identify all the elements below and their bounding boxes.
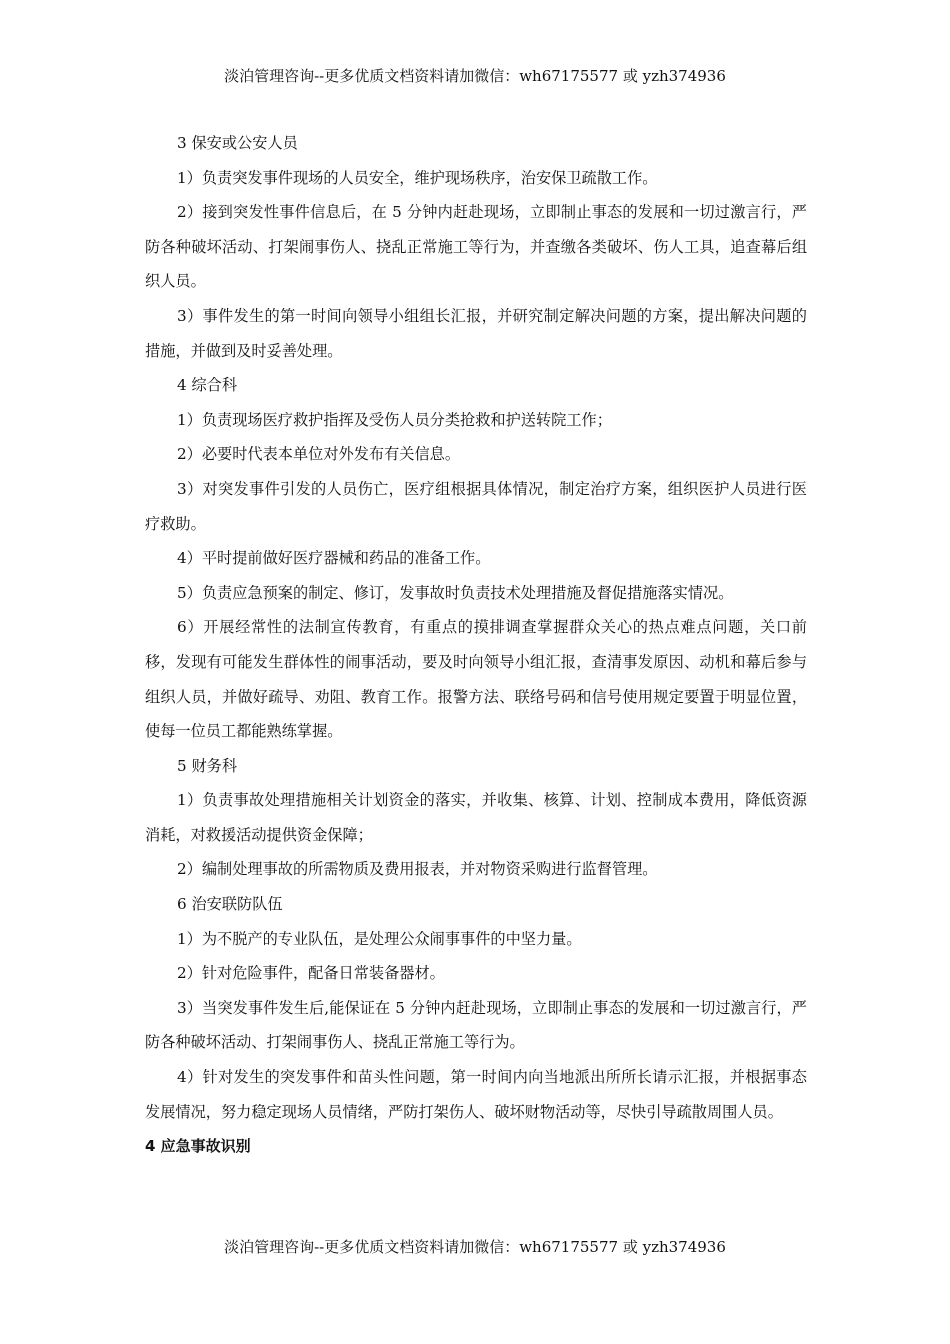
paragraph: 2）编制处理事故的所需物质及费用报表，并对物资采购进行监督管理。 [177,860,658,879]
subsection-heading-security: 3 保安或公安人员 [177,134,298,152]
paragraph: 2）针对危险事件，配备日常装备器材。 [177,964,445,983]
page-footer: 淡泊管理咨询--更多优质文档资料请加微信：wh67175577 或 yzh374936 [224,1238,726,1256]
paragraph: 3）对突发事件引发的人员伤亡，医疗组根据具体情况，制定治疗方案，组织医护人员进行医疗救助。 [145,479,807,533]
paragraph: 1）负责事故处理措施相关计划资金的落实，并收集、核算、计划、控制成本费用，降低资源消耗，对救援活动提供资金保障； [145,791,807,844]
paragraph: 2）接到突发性事件信息后，在 5 分钟内赶赴现场，立即制止事态的发展和一切过激言行，严防各种破坏活动、打架闹事伤人、挠乱正常施工等行为，并查缴各类破坏、伤人工具，追查幕后组织人员。 [145,203,807,291]
subsection-heading-general-office: 4 综合科 [177,376,238,395]
paragraph: 3）当突发事件发生后,能保证在 5 分钟内赶赴现场，立即制止事态的发展和一切过激言行，严防各种破坏活动、打架闹事伤人、挠乱正常施工等行为。 [145,998,807,1052]
paragraph: 3）事件发生的第一时间向领导小组组长汇报，并研究制定解决问题的方案，提出解决问题的措施，并做到及时妥善处理。 [145,306,807,360]
paragraph: 1）负责突发事件现场的人员安全，维护现场秩序，治安保卫疏散工作。 [177,168,658,187]
paragraph: 1）为不脱产的专业队伍，是处理公众闹事事件的中坚力量。 [177,929,582,948]
section-heading: 4 应急事故识别 [145,1137,251,1156]
subsection-heading-finance: 5 财务科 [177,756,238,775]
paragraph: 2）必要时代表本单位对外发布有关信息。 [177,445,461,464]
paragraph: 4）针对发生的突发事件和苗头性问题，第一时间内向当地派出所所长请示汇报，并根据事态发展情况，努力稳定现场人员情绪，严防打架伤人、破坏财物活动等，尽快引导疏散周围人员。 [145,1068,807,1121]
paragraph: 5）负责应急预案的制定、修订，发事故时负责技术处理措施及督促措施落实情况。 [177,583,734,602]
paragraph: 6）开展经常性的法制宣传教育，有重点的摸排调查掌握群众关心的热点难点问题，关口前移，发现有可能发生群体性的闹事活动，要及时向领导小组汇报，查清事发原因、动机和幕后参与组织人员，并做好疏导、劝阻、教育工作。报警方法、联络号码和信号使用规定要置于明显位置，使每一位员工都能熟练掌握。 [145,618,807,741]
paragraph: 4）平时提前做好医疗器械和药品的准备工作。 [177,549,491,568]
paragraph: 1）负责现场医疗救护指挥及受伤人员分类抢救和护送转院工作； [177,410,612,429]
page-header: 淡泊管理咨询--更多优质文档资料请加微信：wh67175577 或 yzh374936 [224,67,726,85]
subsection-heading-security-team: 6 治安联防队伍 [177,895,283,914]
document-body [145,126,807,1164]
